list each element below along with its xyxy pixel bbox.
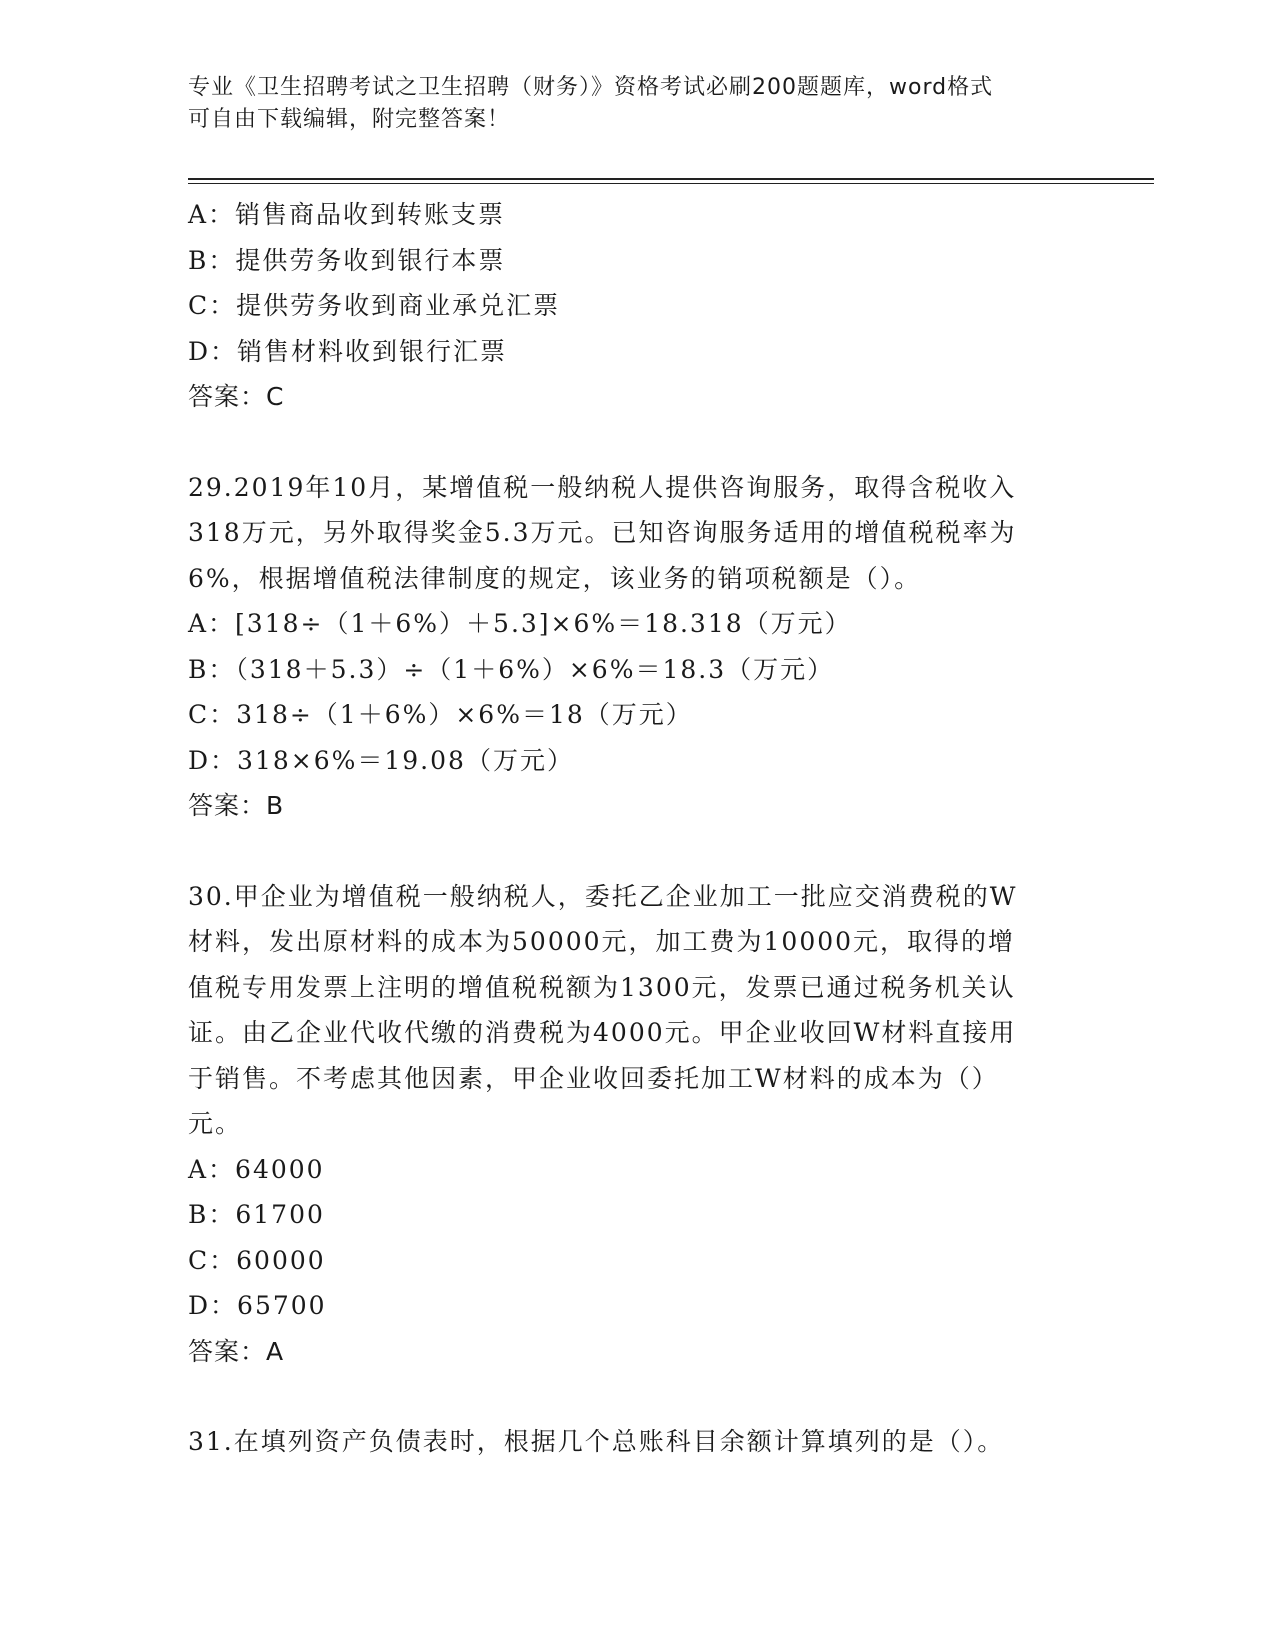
- question-stem-line: 6%，根据增值税法律制度的规定，该业务的销项税额是（）。: [188, 563, 922, 593]
- answer-label: 答案：C: [188, 382, 285, 411]
- option-a: A：[318÷（1＋6%）＋5.3]×6%＝18.318（万元）: [188, 609, 852, 638]
- header-divider-thick: [188, 178, 1154, 180]
- option-d: D：销售材料收到银行汇票: [188, 336, 508, 366]
- question-stem-line: 证。由乙企业代收代缴的消费税为4000元。甲企业收回W材料直接用: [188, 1018, 1017, 1047]
- question-stem-line: 30.甲企业为增值税一般纳税人，委托乙企业加工一批应交消费税的W: [188, 881, 1018, 911]
- option-d: D：318×6%＝19.08（万元）: [188, 745, 574, 775]
- question-stem-line: 材料，发出原材料的成本为50000元，加工费为10000元，取得的增: [188, 927, 1016, 956]
- question-stem-line: 318万元，另外取得奖金5.3万元。已知咨询服务适用的增值税税率为: [188, 518, 1017, 547]
- answer-label: 答案：B: [188, 791, 285, 820]
- question-31: [188, 1419, 1088, 1465]
- option-b: B：提供劳务收到银行本票: [188, 245, 506, 275]
- question-content: [188, 192, 1088, 1465]
- answer-label: 答案：A: [188, 1336, 285, 1366]
- question-stem-line: 元。: [188, 1109, 243, 1138]
- question-stem-line: 29.2019年10月，某增值税一般纳税人提供咨询服务，取得含税收入: [188, 472, 1017, 502]
- option-b: B：（318＋5.3）÷（1＋6%）×6%＝18.3（万元）: [188, 654, 835, 684]
- option-c: C：60000: [188, 1245, 326, 1275]
- header-line-2: 可自由下载编辑，附完整答案！: [188, 107, 511, 132]
- option-b: B：61700: [188, 1200, 325, 1229]
- option-a: A：64000: [188, 1154, 325, 1184]
- question-30: [188, 874, 1088, 1375]
- option-d: D：65700: [188, 1291, 327, 1320]
- header-divider-thin: [188, 183, 1154, 184]
- header-line-1: 专业《卫生招聘考试之卫生招聘（财务）》资格考试必刷200题题库，word格式: [188, 75, 994, 100]
- question-stem-line: 31.在填列资产负债表时，根据几个总账科目余额计算填列的是（）。: [188, 1427, 1005, 1456]
- option-c: C：提供劳务收到商业承兑汇票: [188, 291, 561, 320]
- question-29: [188, 465, 1088, 829]
- option-c: C：318÷（1＋6%）×6%＝18（万元）: [188, 700, 693, 729]
- question-stem-line: 于销售。不考虑其他因素，甲企业收回委托加工W材料的成本为（）: [188, 1063, 999, 1093]
- option-a: A：销售商品收到转账支票: [188, 200, 506, 229]
- document-header: [188, 72, 1088, 136]
- question-28: [188, 192, 1088, 420]
- question-stem-line: 值税专用发票上注明的增值税税额为1300元，发票已通过税务机关认: [188, 972, 1016, 1002]
